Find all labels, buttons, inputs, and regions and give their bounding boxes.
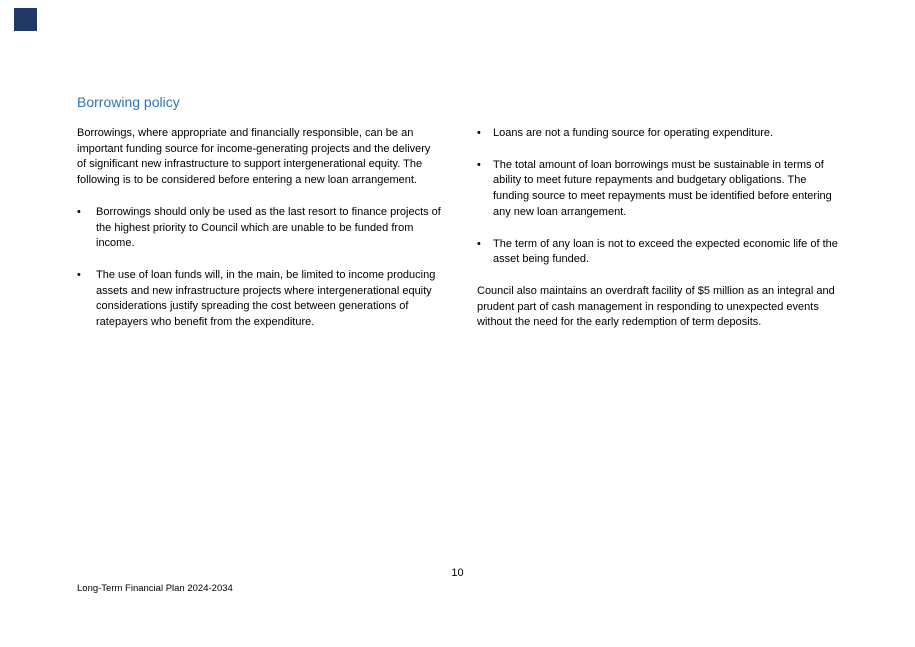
closing-paragraph: Council also maintains an overdraft facility of $5 million as an integral and prudent part of cash management in responding to unexpected events without the need for the early redemption of term deposits.: [477, 284, 835, 329]
list-item: [477, 158, 845, 221]
bullet-marker: •: [477, 158, 481, 171]
bullet-text: Borrowings should only be used as the last resort to finance projects of the highest priority to Council which are unable to be funded from income.: [96, 205, 441, 250]
bullet-text: The term of any loan is not to exceed the expected economic life of the asset being funded.: [493, 237, 838, 266]
bullet-text: Loans are not a funding source for operating expenditure.: [493, 127, 774, 139]
footer-text: Long-Term Financial Plan 2024-2034: [77, 583, 233, 594]
page-title: Borrowing policy: [77, 94, 180, 110]
list-item: [477, 237, 845, 268]
bullet-marker: •: [77, 205, 81, 218]
list-item: [77, 268, 441, 331]
right-column: [477, 126, 845, 347]
intro-paragraph: Borrowings, where appropriate and financially responsible, can be an important funding source for income-generating projects and the delivery of significant new infrastructure to support intergenerational equity. The following is to be considered before entering a new loan arrangement.: [77, 127, 431, 187]
bullet-marker: •: [477, 237, 481, 250]
bullet-marker: •: [77, 268, 81, 281]
bullet-text: The total amount of loan borrowings must be sustainable in terms of ability to meet future repayments and budgetary obligations. The funding source to meet repayments must be identified before entering any new loan arrangement.: [493, 158, 832, 218]
list-item: [77, 205, 441, 252]
page-number: 10: [451, 567, 464, 579]
corner-brand-mark: [14, 8, 37, 31]
list-item: [477, 126, 845, 142]
left-column: [77, 126, 441, 347]
bullet-text: The use of loan funds will, in the main, be limited to income producing assets and new infrastructure projects where intergenerational equity considerations justify spreading the cost between generations of ratepayers who benefit from the expenditure.: [96, 268, 436, 329]
bullet-marker: •: [477, 127, 481, 139]
